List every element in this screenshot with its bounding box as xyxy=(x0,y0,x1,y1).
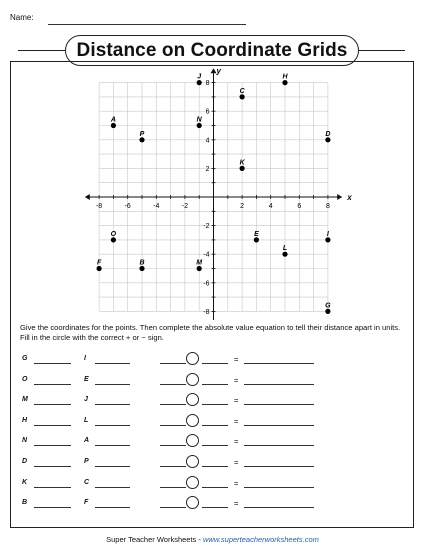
coordinate-blank[interactable] xyxy=(95,363,130,364)
coordinate-blank[interactable] xyxy=(95,507,130,508)
sign-circle[interactable] xyxy=(186,476,199,489)
x-axis-arrow-left xyxy=(85,194,90,200)
answer-blank[interactable] xyxy=(244,425,314,426)
point-f xyxy=(97,266,102,271)
coordinate-blank[interactable] xyxy=(34,363,71,364)
coordinate-blank[interactable] xyxy=(34,507,71,508)
x-tick-label: -4 xyxy=(153,203,160,210)
point-k xyxy=(240,166,245,171)
point-label: A xyxy=(84,437,90,445)
page-title: Distance on Coordinate Grids xyxy=(65,35,359,66)
point-label: M xyxy=(22,396,28,404)
coordinate-blank[interactable] xyxy=(95,404,130,405)
coordinate-blank[interactable] xyxy=(34,445,71,446)
x-tick-label: -8 xyxy=(95,203,103,210)
point-l xyxy=(282,252,287,257)
value-blank[interactable] xyxy=(202,425,228,426)
equals-sign: = xyxy=(234,499,239,509)
problem-row xyxy=(22,476,402,497)
point-label-j: J xyxy=(197,73,202,81)
answer-blank[interactable] xyxy=(244,445,314,446)
answer-blank[interactable] xyxy=(244,404,314,405)
point-label: L xyxy=(84,416,89,424)
point-label-b: B xyxy=(139,259,145,267)
point-label: E xyxy=(84,375,89,383)
answer-blank[interactable] xyxy=(244,384,314,385)
coordinate-blank[interactable] xyxy=(34,466,71,467)
point-label-a: A xyxy=(110,116,116,124)
problem-list xyxy=(22,352,402,517)
sign-circle[interactable] xyxy=(186,496,199,509)
value-blank[interactable] xyxy=(202,507,228,508)
y-tick-label: 8 xyxy=(205,80,210,88)
y-tick-label: 4 xyxy=(205,137,210,145)
footer-text: Super Teacher Worksheets - xyxy=(106,535,203,544)
problem-row xyxy=(22,373,402,394)
y-tick-label: 6 xyxy=(205,108,210,116)
point-label-n: N xyxy=(196,116,202,124)
equals-sign: = xyxy=(234,478,239,488)
coordinate-blank[interactable] xyxy=(34,384,71,385)
x-tick-label: -2 xyxy=(181,203,189,210)
point-label: J xyxy=(84,396,88,404)
equals-sign: = xyxy=(234,355,239,364)
point-label: I xyxy=(84,355,86,362)
point-d xyxy=(325,137,330,142)
coordinate-blank[interactable] xyxy=(95,425,130,426)
value-blank[interactable] xyxy=(160,425,186,426)
coordinate-blank[interactable] xyxy=(34,425,71,426)
value-blank[interactable] xyxy=(202,487,228,488)
footer xyxy=(0,535,425,544)
answer-blank[interactable] xyxy=(244,363,314,364)
point-i xyxy=(325,237,330,242)
x-tick-label: 8 xyxy=(325,203,330,210)
problem-row xyxy=(22,352,402,373)
point-label-d: D xyxy=(325,130,331,138)
point-label: D xyxy=(22,457,28,465)
point-a xyxy=(111,123,116,128)
coordinate-blank[interactable] xyxy=(34,487,71,488)
sign-circle[interactable] xyxy=(186,414,199,427)
sign-circle[interactable] xyxy=(186,393,199,406)
coordinate-blank[interactable] xyxy=(95,466,130,467)
point-c xyxy=(240,94,245,99)
point-label: F xyxy=(84,499,89,507)
point-label-k: K xyxy=(239,159,245,167)
equals-sign: = xyxy=(234,416,239,426)
equals-sign: = xyxy=(234,396,239,406)
point-m xyxy=(197,266,202,271)
coordinate-blank[interactable] xyxy=(34,404,71,405)
answer-blank[interactable] xyxy=(244,507,314,508)
footer-url[interactable]: www.superteacherworksheets.com xyxy=(202,535,319,544)
value-blank[interactable] xyxy=(160,487,186,488)
point-label: C xyxy=(84,478,90,486)
point-label: P xyxy=(84,457,89,465)
point-label-i: I xyxy=(326,230,329,238)
name-label: Name: xyxy=(10,13,34,22)
x-tick-label: 2 xyxy=(240,203,245,210)
y-tick-label: -8 xyxy=(203,308,210,316)
point-label-g: G xyxy=(325,302,331,310)
value-blank[interactable] xyxy=(202,445,228,446)
value-blank[interactable] xyxy=(202,363,228,364)
x-tick-label: 6 xyxy=(297,203,302,210)
point-label-c: C xyxy=(239,87,245,95)
equals-sign: = xyxy=(234,375,239,385)
problem-row xyxy=(22,393,402,414)
problem-row xyxy=(22,434,402,455)
y-tick-label: -2 xyxy=(203,223,210,231)
answer-blank[interactable] xyxy=(244,487,314,488)
point-g xyxy=(325,309,330,314)
point-label: O xyxy=(22,375,28,383)
coordinate-blank[interactable] xyxy=(95,445,130,446)
point-label: G xyxy=(22,355,28,362)
value-blank[interactable] xyxy=(160,445,186,446)
point-label: N xyxy=(22,437,28,445)
point-label-p: P xyxy=(139,130,145,138)
sign-circle[interactable] xyxy=(186,373,199,386)
x-tick-label: 4 xyxy=(268,203,273,210)
point-h xyxy=(282,80,287,85)
x-tick-label: -6 xyxy=(124,203,131,210)
point-o xyxy=(111,237,116,242)
point-j xyxy=(197,80,202,85)
point-label: K xyxy=(22,478,28,486)
sign-circle[interactable] xyxy=(186,434,199,447)
value-blank[interactable] xyxy=(160,404,186,405)
point-label-o: O xyxy=(110,230,117,238)
point-label: B xyxy=(22,499,28,507)
point-label: H xyxy=(22,416,28,424)
value-blank[interactable] xyxy=(160,384,186,385)
value-blank[interactable] xyxy=(160,466,186,467)
y-axis-label: y xyxy=(216,66,221,76)
point-n xyxy=(197,123,202,128)
y-tick-label: -4 xyxy=(203,251,210,259)
x-axis-label: x xyxy=(347,193,352,202)
coordinate-blank[interactable] xyxy=(95,384,130,385)
answer-blank[interactable] xyxy=(244,466,314,467)
problem-row xyxy=(22,414,402,435)
y-tick-label: -6 xyxy=(203,280,210,288)
value-blank[interactable] xyxy=(160,507,186,508)
point-label-f: F xyxy=(96,259,102,267)
equals-sign: = xyxy=(234,457,239,467)
value-blank[interactable] xyxy=(202,466,228,467)
point-e xyxy=(254,237,259,242)
value-blank[interactable] xyxy=(160,363,186,364)
point-b xyxy=(139,266,144,271)
problem-row xyxy=(22,455,402,476)
sign-circle[interactable] xyxy=(186,352,199,365)
coordinate-blank[interactable] xyxy=(95,487,130,488)
sign-circle[interactable] xyxy=(186,455,199,468)
point-p xyxy=(139,137,144,142)
value-blank[interactable] xyxy=(202,384,228,385)
problem-row xyxy=(22,496,402,517)
point-label-e: E xyxy=(254,230,259,238)
value-blank[interactable] xyxy=(202,404,228,405)
instructions: Give the coordinates for the points. Then complete the absolute value equation to tell their distance apart in units. Fill in the circle with the correct + or − sign. xyxy=(20,323,401,342)
point-label-m: M xyxy=(196,259,203,267)
x-axis-arrow-right xyxy=(337,194,342,200)
y-tick-label: 2 xyxy=(205,165,210,173)
point-label-h: H xyxy=(282,73,288,81)
point-label-l: L xyxy=(282,245,288,253)
equals-sign: = xyxy=(234,437,239,447)
